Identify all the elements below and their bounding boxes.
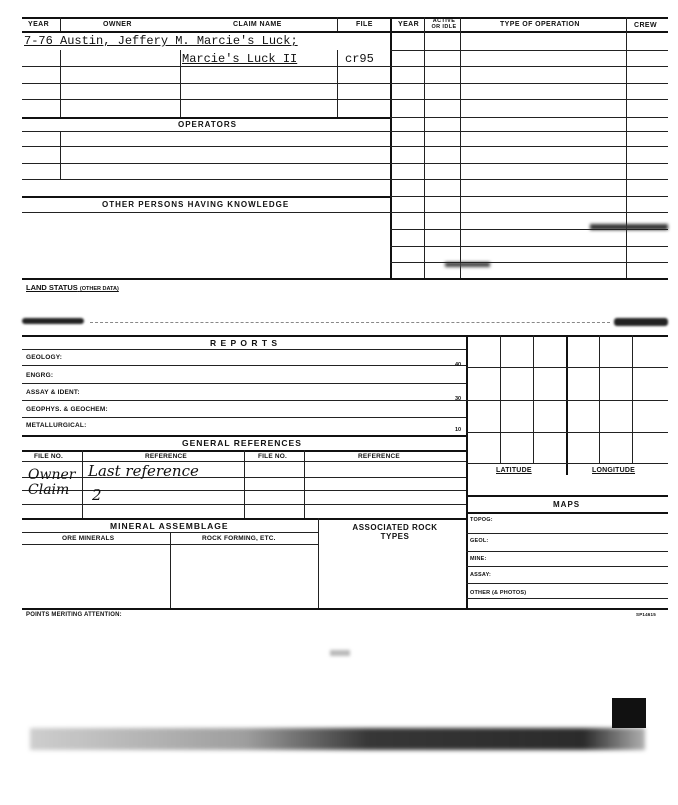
claim-name-2: Marcie's Luck II: [182, 52, 298, 66]
land-status-note: (OTHER DATA): [79, 286, 119, 292]
rule: [22, 608, 668, 610]
scan-mark: [22, 318, 84, 324]
rule: [466, 583, 668, 584]
map-other: OTHER (& PHOTOS): [470, 590, 527, 596]
rule: [337, 50, 338, 117]
map-topog: TOPOG:: [470, 517, 493, 523]
rule: [626, 31, 627, 278]
report-metallurgical: METALLURGICAL:: [26, 422, 87, 429]
ore-minerals-header: ORE MINERALS: [62, 535, 115, 542]
rule: [22, 400, 466, 401]
rule: [632, 335, 633, 463]
rule: [22, 212, 390, 213]
rule: [466, 598, 668, 599]
upper-center-divider: [390, 17, 392, 278]
rule: [466, 463, 668, 464]
rule: [60, 131, 61, 179]
rule: [424, 31, 425, 278]
operations-row-rule: [390, 179, 668, 180]
rule: [22, 163, 390, 164]
scan-mark: [614, 318, 668, 326]
header-divider: [460, 17, 461, 31]
operations-row-rule: [390, 131, 668, 132]
operations-row-rule: [390, 117, 668, 118]
land-status-title: [26, 283, 119, 292]
rule: [466, 566, 668, 567]
operations-row-rule: [390, 99, 668, 100]
operations-row-rule: [390, 196, 668, 197]
rule: [22, 66, 390, 67]
land-status-label: LAND STATUS: [26, 283, 78, 292]
rock-forming-header: ROCK FORMING, ETC.: [202, 535, 276, 542]
header-bottom-rule: [22, 31, 668, 33]
rule: [466, 400, 668, 401]
report-geology: GEOLOGY:: [26, 354, 63, 361]
handwritten-owner-claim: Owner Claim: [28, 467, 76, 498]
ref-reference-header-2: REFERENCE: [358, 453, 400, 460]
rule: [22, 383, 466, 384]
rule: [466, 533, 668, 534]
mineral-assemblage-title: MINERAL ASSEMBLAGE: [110, 521, 229, 531]
rule: [22, 83, 390, 84]
rule: [60, 50, 61, 117]
header-divider: [337, 17, 338, 31]
lower-center-divider: [466, 335, 468, 608]
top-rule: [22, 17, 668, 19]
rule: [22, 131, 390, 132]
header-crew: CREW: [634, 22, 657, 29]
rule: [22, 417, 466, 418]
maps-title: MAPS: [553, 500, 581, 509]
rule: [22, 278, 668, 280]
rule: [318, 518, 319, 608]
scan-dark-block: [612, 698, 646, 728]
scan-noise-band: [30, 728, 645, 750]
operations-row-rule: [390, 83, 668, 84]
ref-file-no-header: FILE NO.: [34, 453, 64, 460]
header-year-2: YEAR: [398, 21, 420, 28]
rule: [460, 31, 461, 278]
operators-title: OPERATORS: [178, 120, 237, 129]
operations-row-rule: [390, 262, 668, 263]
operations-row-rule: [390, 212, 668, 213]
map-assay: ASSAY:: [470, 572, 492, 578]
form-code: SP14615: [636, 612, 656, 617]
operations-row-rule: [390, 146, 668, 147]
owner-entry-line1: 7-76 Austin, Jeffery M. Marcie's Luck;: [24, 34, 298, 48]
rule: [22, 179, 390, 180]
rule: [22, 146, 390, 147]
rule: [244, 450, 245, 518]
rule: [22, 99, 390, 100]
latitude-label: LATITUDE: [496, 467, 532, 474]
longitude-label: LONGITUDE: [592, 467, 636, 474]
header-divider: [424, 17, 425, 31]
map-geol: GEOL:: [470, 538, 489, 544]
report-geophys: GEOPHYS. & GEOCHEM:: [26, 406, 108, 413]
header-divider: [626, 17, 627, 31]
operations-row-rule: [390, 50, 668, 51]
rule: [304, 450, 305, 518]
operations-row-rule: [390, 163, 668, 164]
map-mine: MINE:: [470, 556, 487, 562]
rule: [22, 117, 390, 119]
scan-speck: [330, 650, 350, 656]
file-entry: cr95: [345, 52, 374, 66]
header-claim-name: CLAIM NAME: [233, 21, 282, 28]
operations-row-rule: [390, 66, 668, 67]
rule: [22, 518, 466, 520]
header-active-idle: ACTIVE OR IDLE: [431, 18, 457, 30]
scale-number: 40: [455, 362, 462, 368]
rule: [599, 335, 600, 463]
handwritten-reference: Last reference: [88, 462, 199, 480]
other-persons-title: OTHER PERSONS HAVING KNOWLEDGE: [102, 200, 290, 209]
land-status-rule: [90, 322, 610, 323]
header-owner: OWNER: [103, 21, 132, 28]
ref-file-no-header-2: FILE NO.: [258, 453, 288, 460]
scale-number: 30: [455, 396, 462, 402]
report-engrg: ENGRG:: [26, 372, 54, 379]
rule: [500, 335, 501, 463]
rule: [566, 335, 568, 475]
reports-title: R E P O R T S: [210, 338, 279, 348]
rule: [466, 551, 668, 552]
rule: [22, 435, 466, 437]
rule: [466, 495, 668, 497]
points-meriting-attention: POINTS MERITING ATTENTION:: [26, 612, 122, 618]
header-year: YEAR: [28, 21, 50, 28]
associated-rock-types-title: ASSOCIATED ROCK TYPES: [352, 523, 438, 541]
rule: [82, 450, 83, 518]
rule: [466, 367, 668, 368]
header-divider: [60, 17, 61, 31]
ref-reference-header: REFERENCE: [145, 453, 187, 460]
rule: [22, 365, 466, 366]
rule: [22, 196, 390, 198]
rule: [22, 490, 466, 491]
rule: [22, 504, 466, 505]
handwritten-number: 2: [92, 486, 102, 504]
rule: [533, 335, 534, 463]
operations-row-rule: [390, 246, 668, 247]
scale-number: 10: [455, 427, 462, 433]
rule: [22, 349, 466, 350]
header-type-of-operation: TYPE OF OPERATION: [500, 21, 580, 28]
header-file: FILE: [356, 21, 373, 28]
rule: [180, 50, 181, 117]
rule: [466, 512, 668, 514]
rule: [22, 335, 668, 337]
general-references-title: GENERAL REFERENCES: [182, 438, 302, 448]
rule: [466, 432, 668, 433]
rule: [170, 532, 171, 608]
report-assay: ASSAY & IDENT:: [26, 389, 80, 396]
operations-row-rule: [390, 229, 668, 230]
